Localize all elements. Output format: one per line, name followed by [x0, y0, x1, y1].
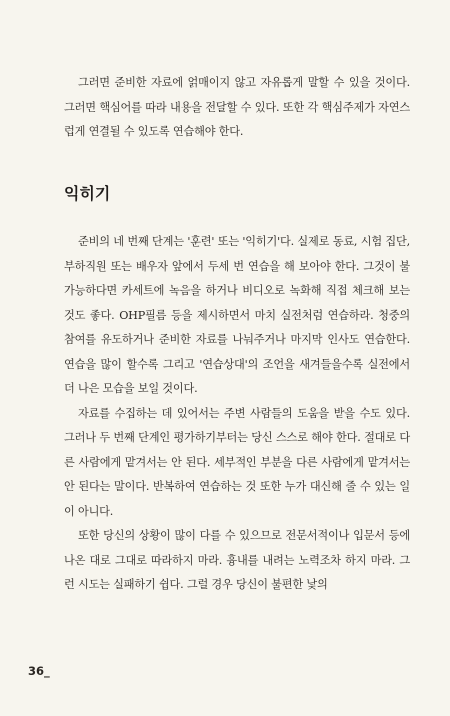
- section-heading: 익히기: [64, 184, 111, 203]
- body-paragraph-1: 준비의 네 번째 단계는 '훈련' 또는 '익히기'다. 실제로 동료, 시험 집단, 부하직원 또는 배우자 앞에서 두세 번 연습을 해 보아야 한다. 그것이 불가능하다면 카세트에 녹음을 하거나 비디오로 녹화해 직접 체크해 보는 것도 좋다. OHP필름 등을 제시하면서 마치 실전처럼 연습하라. 청중의 참여를 유도하거나 준비한 자료를 나눠주거나 마지막 인사도 연습한다. 연습을 많이 할수록 그리고 '연습상대'의 조언을 새겨들을수록 실전에서 더 나은 모습을 보일 것이다.: [64, 235, 410, 395]
- intro-text: [64, 71, 410, 145]
- page-number: 36_: [28, 664, 50, 678]
- section-body: [64, 230, 410, 598]
- intro-paragraph: 그러면 준비한 자료에 얽매이지 않고 자유롭게 말할 수 있을 것이다. 그러면 핵심어를 따라 내용을 전달할 수 있다. 또한 각 핵심주제가 자연스럽게 연결될 수 있도록 연습해야 한다.: [64, 76, 410, 138]
- body-paragraph-2: 자료를 수집하는 데 있어서는 주변 사람들의 도움을 받을 수도 있다. 그러나 두 번째 단계인 평가하기부터는 당신 스스로 해야 한다. 절대로 다른 사람에게 맡겨서는 안 된다. 세부적인 부분을 다른 사람에게 맡겨서는 안 된다는 말이다. 반복하여 연습하는 것 또한 누가 대신해 줄 수 있는 일이 아니다.: [64, 406, 410, 518]
- body-paragraph-3: 또한 당신의 상황이 많이 다를 수 있으므로 전문서적이나 입문서 등에 나온 대로 그대로 따라하지 마라. 흉내를 내려는 노력조차 하지 마라. 그런 시도는 실패하기 쉽다. 그럴 경우 당신이 불편한 낯의: [64, 529, 410, 591]
